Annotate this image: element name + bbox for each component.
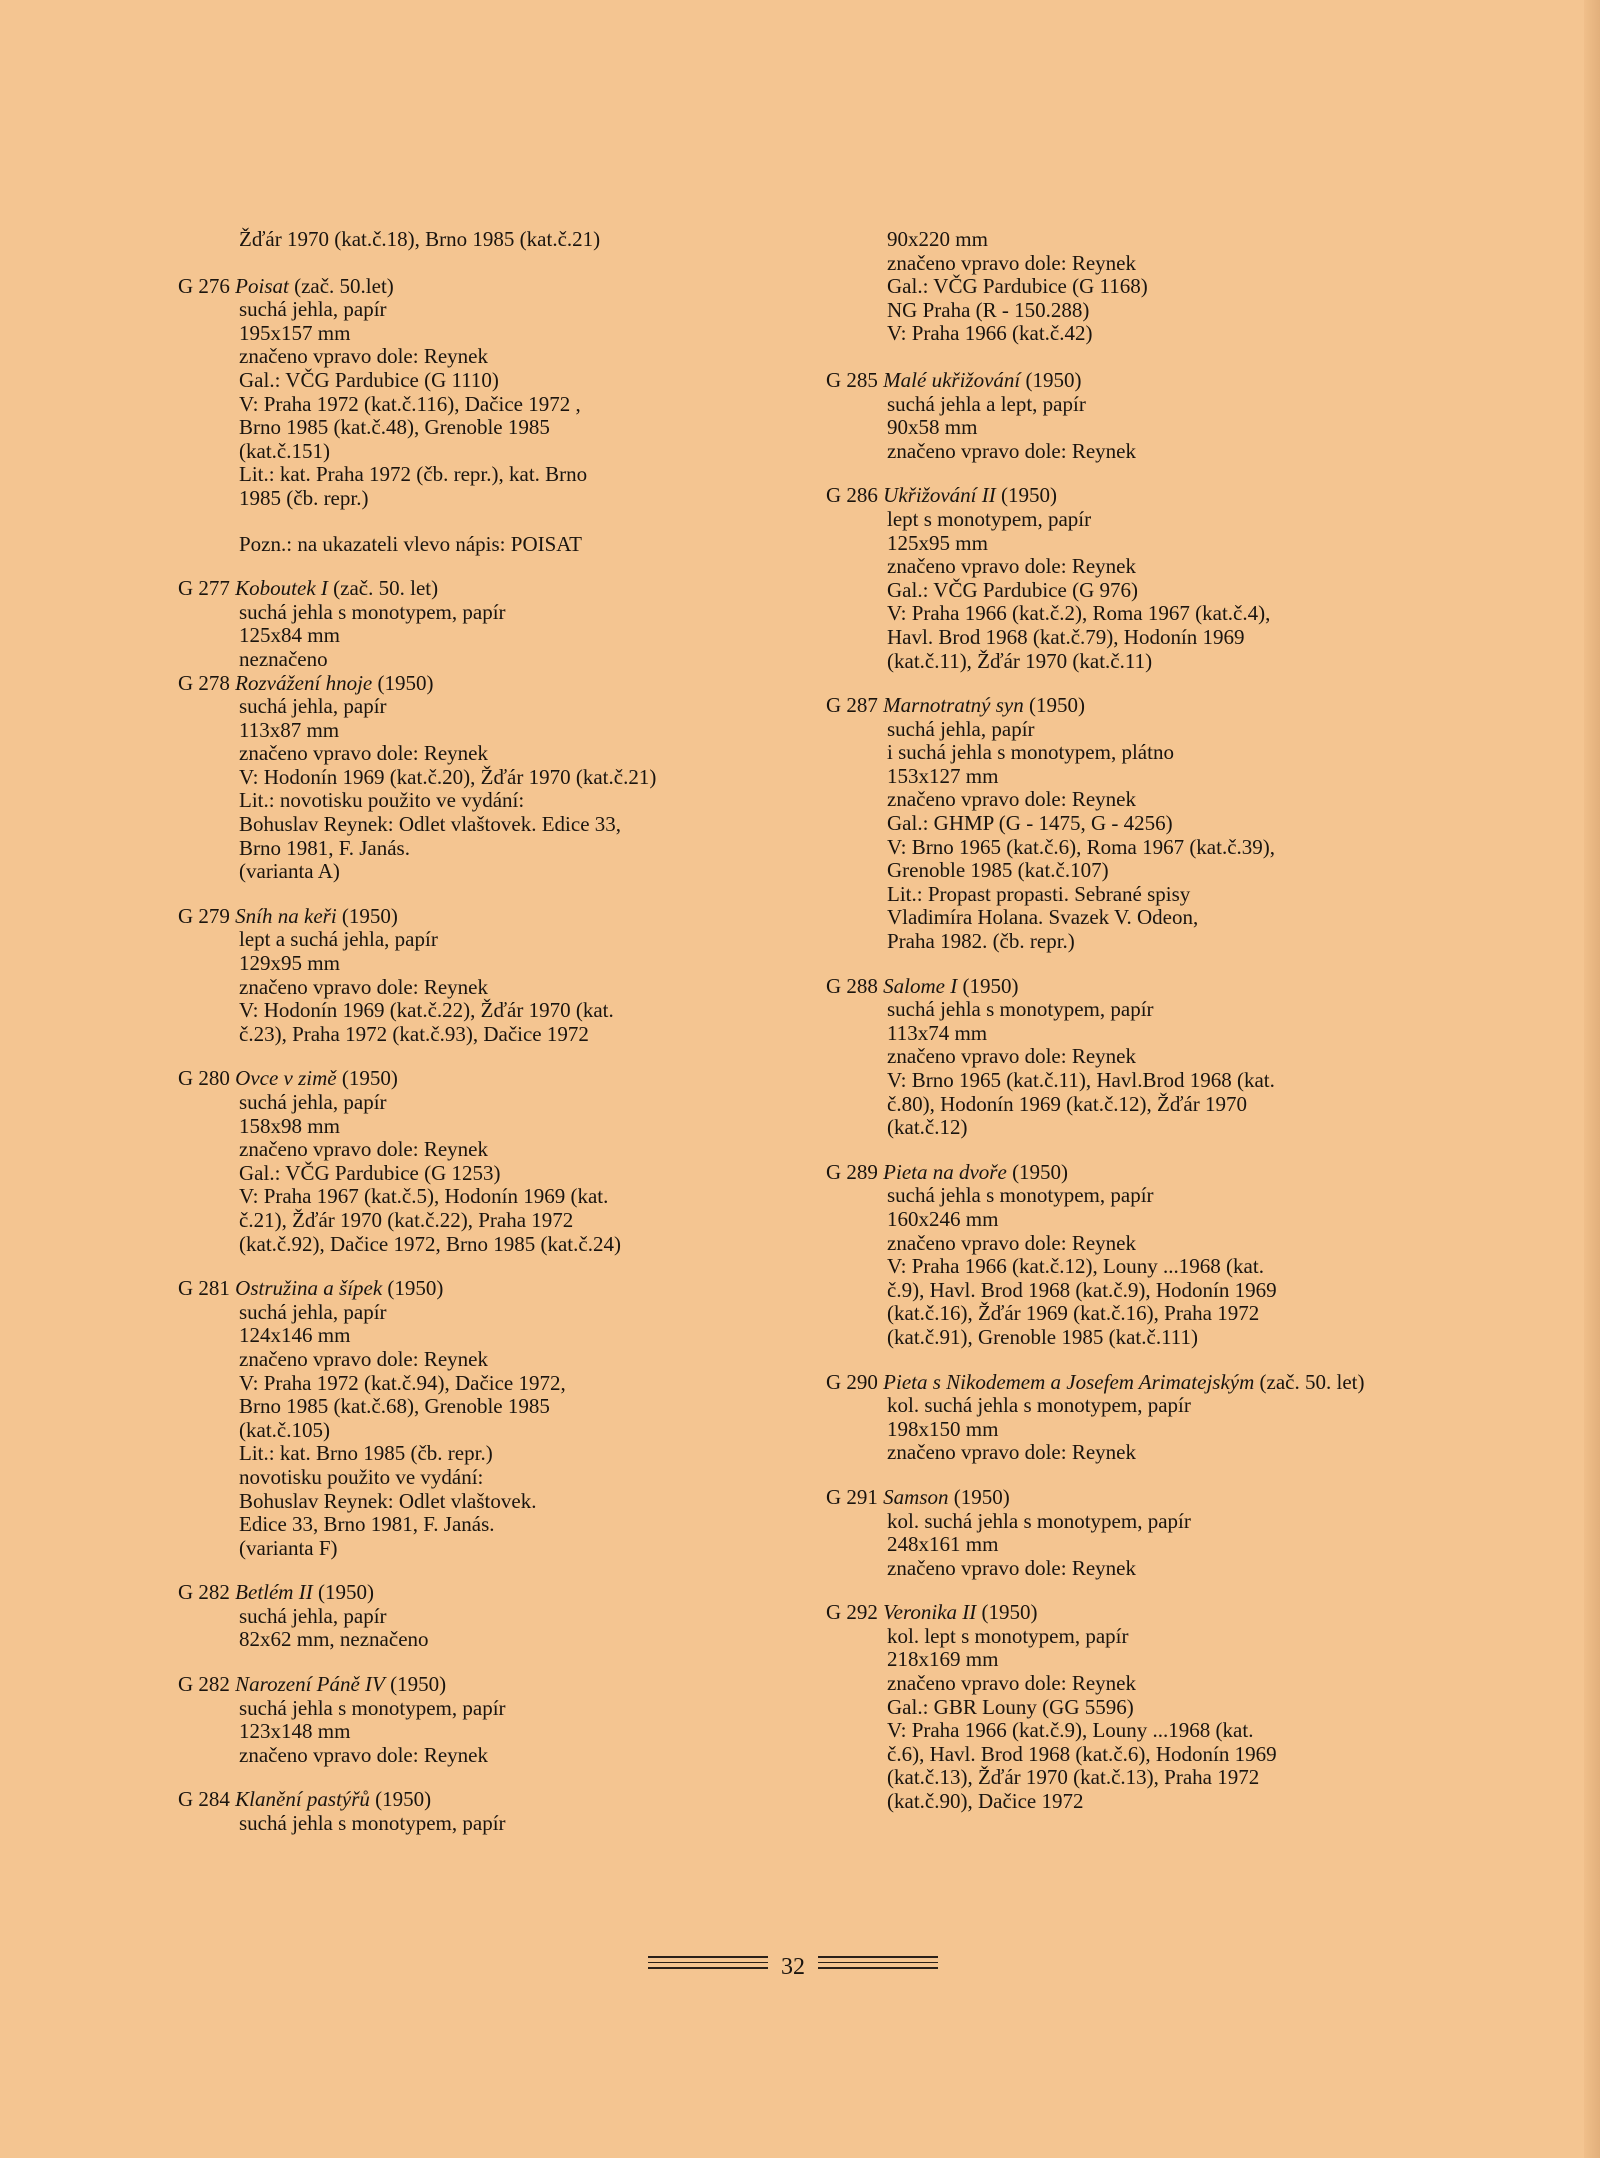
catalog-entry [178, 1581, 818, 1652]
entry-heading [826, 369, 1526, 393]
artwork-date: (1950) [377, 670, 434, 695]
artwork-title: Klanění pastýřů [235, 1787, 370, 1812]
detail-line: suchá jehla, papír [239, 1603, 387, 1628]
catalog-entry [826, 369, 1526, 463]
detail-line: značeno vpravo dole: Reynek [887, 1671, 1136, 1696]
detail-line: (kat.č.91), Grenoble 1985 (kat.č.111) [887, 1324, 1199, 1349]
detail-line: 113x87 mm [239, 717, 340, 742]
detail-line: značeno vpravo dole: Reynek [239, 344, 488, 369]
catalog-number: G 287 [826, 693, 878, 718]
entry-heading [178, 1581, 818, 1605]
detail-line: značeno vpravo dole: Reynek [887, 554, 1136, 579]
detail-line: Gal.: VČG Pardubice (G 976) [887, 577, 1138, 602]
detail-line: č.80), Hodonín 1969 (kat.č.12), Žďár 1970 [887, 1091, 1247, 1116]
entry-heading [826, 1601, 1526, 1625]
detail-line: suchá jehla, papír [239, 694, 387, 719]
detail-line: Gal.: GBR Louny (GG 5596) [887, 1694, 1134, 1719]
catalog-number: G 289 [826, 1159, 878, 1184]
entry-details [178, 1812, 818, 1836]
artwork-date: (1950) [1000, 483, 1057, 508]
detail-line: V: Brno 1965 (kat.č.11), Havl.Brod 1968 (kat. [887, 1068, 1275, 1092]
page-number: 32 [781, 1954, 805, 1980]
detail-line: Brno 1985 (kat.č.48), Grenoble 1985 [239, 415, 550, 440]
catalog-number: G 291 [826, 1484, 878, 1509]
detail-line: značeno vpravo dole: Reynek [887, 1230, 1136, 1255]
entry-heading [178, 905, 818, 929]
right-column [826, 228, 1526, 1835]
entry-heading [826, 694, 1526, 718]
detail-line: 198x150 mm [887, 1416, 999, 1441]
detail-line: č.9), Havl. Brod 1968 (kat.č.9), Hodonín 1969 [887, 1277, 1277, 1302]
detail-line: i suchá jehla s monotypem, plátno [887, 740, 1174, 765]
artwork-date: (1950) [317, 1580, 374, 1605]
detail-line: č.6), Havl. Brod 1968 (kat.č.6), Hodonín 1969 [887, 1741, 1277, 1766]
catalog-number: G 280 [178, 1066, 230, 1091]
detail-line: Lit.: Propast propasti. Sebrané spisy [887, 881, 1191, 906]
detail-line: značeno vpravo dole: Reynek [239, 741, 488, 766]
detail-line: suchá jehla s monotypem, papír [887, 1183, 1154, 1208]
detail-line: 153x127 mm [887, 763, 999, 788]
detail-line: značeno vpravo dole: Reynek [887, 1044, 1136, 1069]
detail-line: značeno vpravo dole: Reynek [887, 250, 1136, 275]
artwork-date: (1950) [387, 1276, 444, 1301]
artwork-title: Rozvážení hnoje [235, 670, 373, 695]
detail-line: V: Hodonín 1969 (kat.č.22), Žďár 1970 (kat. [239, 998, 614, 1023]
detail-line: Vladimíra Holana. Svazek V. Odeon, [887, 905, 1199, 930]
catalog-number: G 276 [178, 273, 230, 298]
detail-line: suchá jehla s monotypem, papír [887, 997, 1154, 1022]
entry-details [826, 393, 1526, 464]
detail-line: (varianta A) [239, 859, 340, 884]
entry-details [826, 1184, 1526, 1349]
catalog-entry [178, 577, 818, 671]
detail-line: V: Praha 1966 (kat.č.2), Roma 1967 (kat.č.4), [887, 601, 1271, 626]
detail-line: suchá jehla s monotypem, papír [239, 1695, 506, 1720]
catalog-entry [178, 1277, 818, 1560]
page-edge [1584, 0, 1600, 2158]
catalog-number: G 277 [178, 576, 230, 601]
detail-line: neznačeno [239, 646, 328, 671]
catalog-number: G 285 [826, 367, 878, 392]
catalog-entry [826, 1486, 1526, 1580]
detail-line: suchá jehla a lept, papír [887, 391, 1086, 416]
detail-line: V: Praha 1966 (kat.č.42) [887, 321, 1093, 346]
entry-details [178, 298, 818, 556]
catalog-number: G 282 [178, 1580, 230, 1605]
entry-details [178, 601, 818, 672]
catalog-entry [826, 1371, 1526, 1465]
catalog-number: G 284 [178, 1787, 230, 1812]
entry-details [826, 508, 1526, 673]
artwork-title: Veronika II [883, 1600, 977, 1625]
catalog-number: G 292 [826, 1600, 878, 1625]
entry-details [178, 928, 818, 1046]
detail-line: Gal.: VČG Pardubice (G 1168) [887, 274, 1148, 299]
catalog-entry [826, 694, 1526, 954]
artwork-date: (1950) [1012, 1159, 1069, 1184]
artwork-title: Marnotratný syn [883, 693, 1024, 718]
detail-line: 113x74 mm [887, 1020, 988, 1045]
detail-line: novotisku použito ve vydání: [239, 1464, 484, 1489]
detail-line: Praha 1982. (čb. repr.) [887, 929, 1075, 954]
detail-line: značeno vpravo dole: Reynek [239, 1137, 488, 1162]
detail-line: lept a suchá jehla, papír [239, 927, 438, 952]
detail-line: (kat.č.12) [887, 1115, 968, 1140]
artwork-title: Pieta s Nikodemem a Josefem Arimatejským [883, 1369, 1255, 1394]
detail-line: Gal.: GHMP (G - 1475, G - 4256) [887, 811, 1173, 836]
detail-line: (kat.č.151) [239, 438, 330, 463]
artwork-title: Salome I [883, 973, 958, 998]
detail-line: V: Hodonín 1969 (kat.č.20), Žďár 1970 (kat.č.21) [239, 764, 657, 789]
artwork-title: Pieta na dvoře [883, 1159, 1007, 1184]
detail-line: suchá jehla s monotypem, papír [239, 599, 506, 624]
entry-details [178, 1605, 818, 1652]
continued-text: Žďár 1970 (kat.č.18), Brno 1985 (kat.č.21) [239, 227, 601, 251]
entry-details [178, 1091, 818, 1256]
detail-line: 1985 (čb. repr.) [239, 485, 369, 510]
detail-line: 158x98 mm [239, 1113, 340, 1138]
continued-text [826, 228, 1526, 346]
entry-heading [826, 1371, 1526, 1395]
entry-heading [178, 672, 818, 696]
artwork-date: (1950) [962, 973, 1019, 998]
detail-line: Grenoble 1985 (kat.č.107) [887, 858, 1109, 883]
detail-line: 160x246 mm [887, 1206, 999, 1231]
entry-heading [178, 1277, 818, 1301]
entry-heading [826, 1161, 1526, 1185]
entry-details [826, 718, 1526, 954]
detail-line: značeno vpravo dole: Reynek [239, 1346, 488, 1371]
detail-line: suchá jehla, papír [239, 1090, 387, 1114]
entry-details [826, 1510, 1526, 1581]
detail-line: Havl. Brod 1968 (kat.č.79), Hodonín 1969 [887, 624, 1245, 649]
entry-heading [826, 975, 1526, 999]
detail-line: suchá jehla, papír [239, 297, 387, 322]
detail-line: 218x169 mm [887, 1647, 999, 1672]
entry-heading [178, 1788, 818, 1812]
detail-line: Bohuslav Reynek: Odlet vlaštovek. Edice 33, [239, 812, 622, 837]
artwork-title: Koboutek I [235, 576, 328, 601]
footer-rule-right [818, 1956, 938, 1973]
catalog-entry [826, 1161, 1526, 1350]
detail-line: Brno 1985 (kat.č.68), Grenoble 1985 [239, 1394, 550, 1419]
detail-line: suchá jehla, papír [887, 716, 1035, 741]
detail-line: 82x62 mm, neznačeno [239, 1627, 429, 1652]
artwork-title: Ovce v zimě [235, 1066, 337, 1091]
detail-line: kol. suchá jehla s monotypem, papír [887, 1393, 1191, 1418]
detail-line: kol. lept s monotypem, papír [887, 1623, 1129, 1648]
catalog-entry [178, 672, 818, 884]
detail-line: (kat.č.90), Dačice 1972 [887, 1789, 1084, 1814]
catalog-number: G 288 [826, 973, 878, 998]
detail-line: Brno 1981, F. Janás. [239, 835, 410, 860]
entry-details [826, 998, 1526, 1140]
catalog-entry [826, 484, 1526, 673]
detail-line: Bohuslav Reynek: Odlet vlaštovek. [239, 1488, 537, 1513]
detail-line: č.21), Žďár 1970 (kat.č.22), Praha 1972 [239, 1207, 574, 1232]
artwork-date: (1950) [341, 903, 398, 928]
catalog-number: G 290 [826, 1369, 878, 1394]
catalog-number: G 278 [178, 670, 230, 695]
catalog-entry [178, 1788, 818, 1835]
detail-line: NG Praha (R - 150.288) [887, 297, 1090, 322]
artwork-title: Poisat [235, 273, 289, 298]
detail-line: značeno vpravo dole: Reynek [239, 1742, 488, 1767]
detail-line: Gal.: VČG Pardubice (G 1253) [239, 1160, 501, 1185]
detail-line: V: Praha 1966 (kat.č.12), Louny ...1968 (kat. [887, 1254, 1264, 1279]
detail-line: V: Brno 1965 (kat.č.6), Roma 1967 (kat.č.39), [887, 834, 1276, 859]
detail-line: (kat.č.16), Žďár 1969 (kat.č.16), Praha 1972 [887, 1301, 1260, 1326]
artwork-title: Narození Páně IV [235, 1672, 385, 1697]
entry-heading [178, 1673, 818, 1697]
artwork-date: (1950) [375, 1787, 432, 1812]
catalog-entry [826, 975, 1526, 1140]
artwork-date: (1950) [341, 1066, 398, 1091]
detail-line: (kat.č.92), Dačice 1972, Brno 1985 (kat.č.24) [239, 1231, 621, 1256]
detail-line: kol. suchá jehla s monotypem, papír [887, 1508, 1191, 1533]
detail-line: V: Praha 1972 (kat.č.116), Dačice 1972 , [239, 391, 581, 416]
entry-details [178, 1301, 818, 1561]
detail-line: 123x148 mm [239, 1719, 351, 1744]
entry-heading [826, 484, 1526, 508]
detail-line: V: Praha 1967 (kat.č.5), Hodonín 1969 (kat. [239, 1184, 609, 1209]
catalog-entry [178, 905, 818, 1047]
detail-line: 90x220 mm [887, 227, 988, 251]
detail-line: V: Praha 1972 (kat.č.94), Dačice 1972, [239, 1370, 566, 1395]
entry-details [178, 1697, 818, 1768]
entry-details [178, 695, 818, 884]
detail-line: (kat.č.13), Žďár 1970 (kat.č.13), Praha 1972 [887, 1765, 1260, 1790]
artwork-date: (1950) [981, 1600, 1038, 1625]
detail-line: Edice 33, Brno 1981, F. Janás. [239, 1512, 495, 1537]
detail-line: č.23), Praha 1972 (kat.č.93), Dačice 1972 [239, 1021, 589, 1046]
entry-details [826, 1625, 1526, 1814]
artwork-date: (zač. 50.let) [294, 273, 394, 298]
page-footer [648, 1952, 938, 1982]
artwork-title: Samson [883, 1484, 949, 1509]
detail-line: 195x157 mm [239, 320, 351, 345]
catalog-number: G 282 [178, 1672, 230, 1697]
artwork-date: (1950) [1025, 367, 1082, 392]
detail-line: (varianta F) [239, 1535, 338, 1560]
detail-line: Lit.: novotisku použito ve vydání: [239, 788, 525, 813]
catalog-number: G 281 [178, 1276, 230, 1301]
left-column [178, 228, 818, 1857]
catalog-entry [826, 1601, 1526, 1813]
entry-details [826, 1394, 1526, 1465]
detail-line: V: Praha 1966 (kat.č.9), Louny ...1968 (kat. [887, 1718, 1254, 1743]
artwork-title: Ostružina a šípek [235, 1276, 383, 1301]
artwork-title: Betlém II [235, 1580, 313, 1605]
detail-line: Lit.: kat. Brno 1985 (čb. repr.) [239, 1441, 493, 1466]
artwork-date: (1950) [1029, 693, 1085, 718]
detail-line: značeno vpravo dole: Reynek [887, 787, 1136, 812]
artwork-date: (1950) [953, 1484, 1010, 1509]
catalog-entry [178, 1673, 818, 1767]
detail-line: 125x84 mm [239, 623, 340, 648]
detail-line: 124x146 mm [239, 1323, 351, 1348]
artwork-date: (zač. 50. let) [1259, 1369, 1365, 1394]
detail-line: 248x161 mm [887, 1532, 999, 1557]
artwork-title: Malé ukřižování [883, 367, 1021, 392]
artwork-date: (1950) [390, 1672, 447, 1697]
detail-line: 90x58 mm [887, 415, 978, 440]
detail-line: 125x95 mm [887, 530, 988, 555]
catalog-entry [178, 275, 818, 557]
entry-note: Pozn.: na ukazateli vlevo nápis: POISAT [239, 531, 582, 556]
detail-line: značeno vpravo dole: Reynek [887, 1555, 1136, 1580]
detail-line: lept s monotypem, papír [887, 506, 1092, 531]
detail-line: suchá jehla, papír [239, 1299, 387, 1324]
detail-line: značeno vpravo dole: Reynek [887, 1440, 1136, 1465]
detail-line: Gal.: VČG Pardubice (G 1110) [239, 367, 499, 392]
catalog-number: G 286 [826, 483, 878, 508]
artwork-title: Sníh na keři [235, 903, 337, 928]
entry-heading [178, 1067, 818, 1091]
detail-line: (kat.č.105) [239, 1417, 330, 1442]
detail-line: 129x95 mm [239, 951, 340, 976]
artwork-date: (zač. 50. let) [333, 576, 439, 601]
catalog-entry [178, 1067, 818, 1256]
detail-line: značeno vpravo dole: Reynek [887, 438, 1136, 463]
detail-line: suchá jehla s monotypem, papír [239, 1811, 506, 1836]
entry-heading [826, 1486, 1526, 1510]
entry-heading [178, 275, 818, 299]
artwork-title: Ukřižování II [883, 483, 996, 508]
entry-heading [178, 577, 818, 601]
footer-rule-left [648, 1956, 768, 1973]
detail-line: Lit.: kat. Praha 1972 (čb. repr.), kat. Brno [239, 462, 588, 487]
catalog-number: G 279 [178, 903, 230, 928]
detail-line: značeno vpravo dole: Reynek [239, 974, 488, 999]
detail-line: (kat.č.11), Žďár 1970 (kat.č.11) [887, 648, 1153, 673]
